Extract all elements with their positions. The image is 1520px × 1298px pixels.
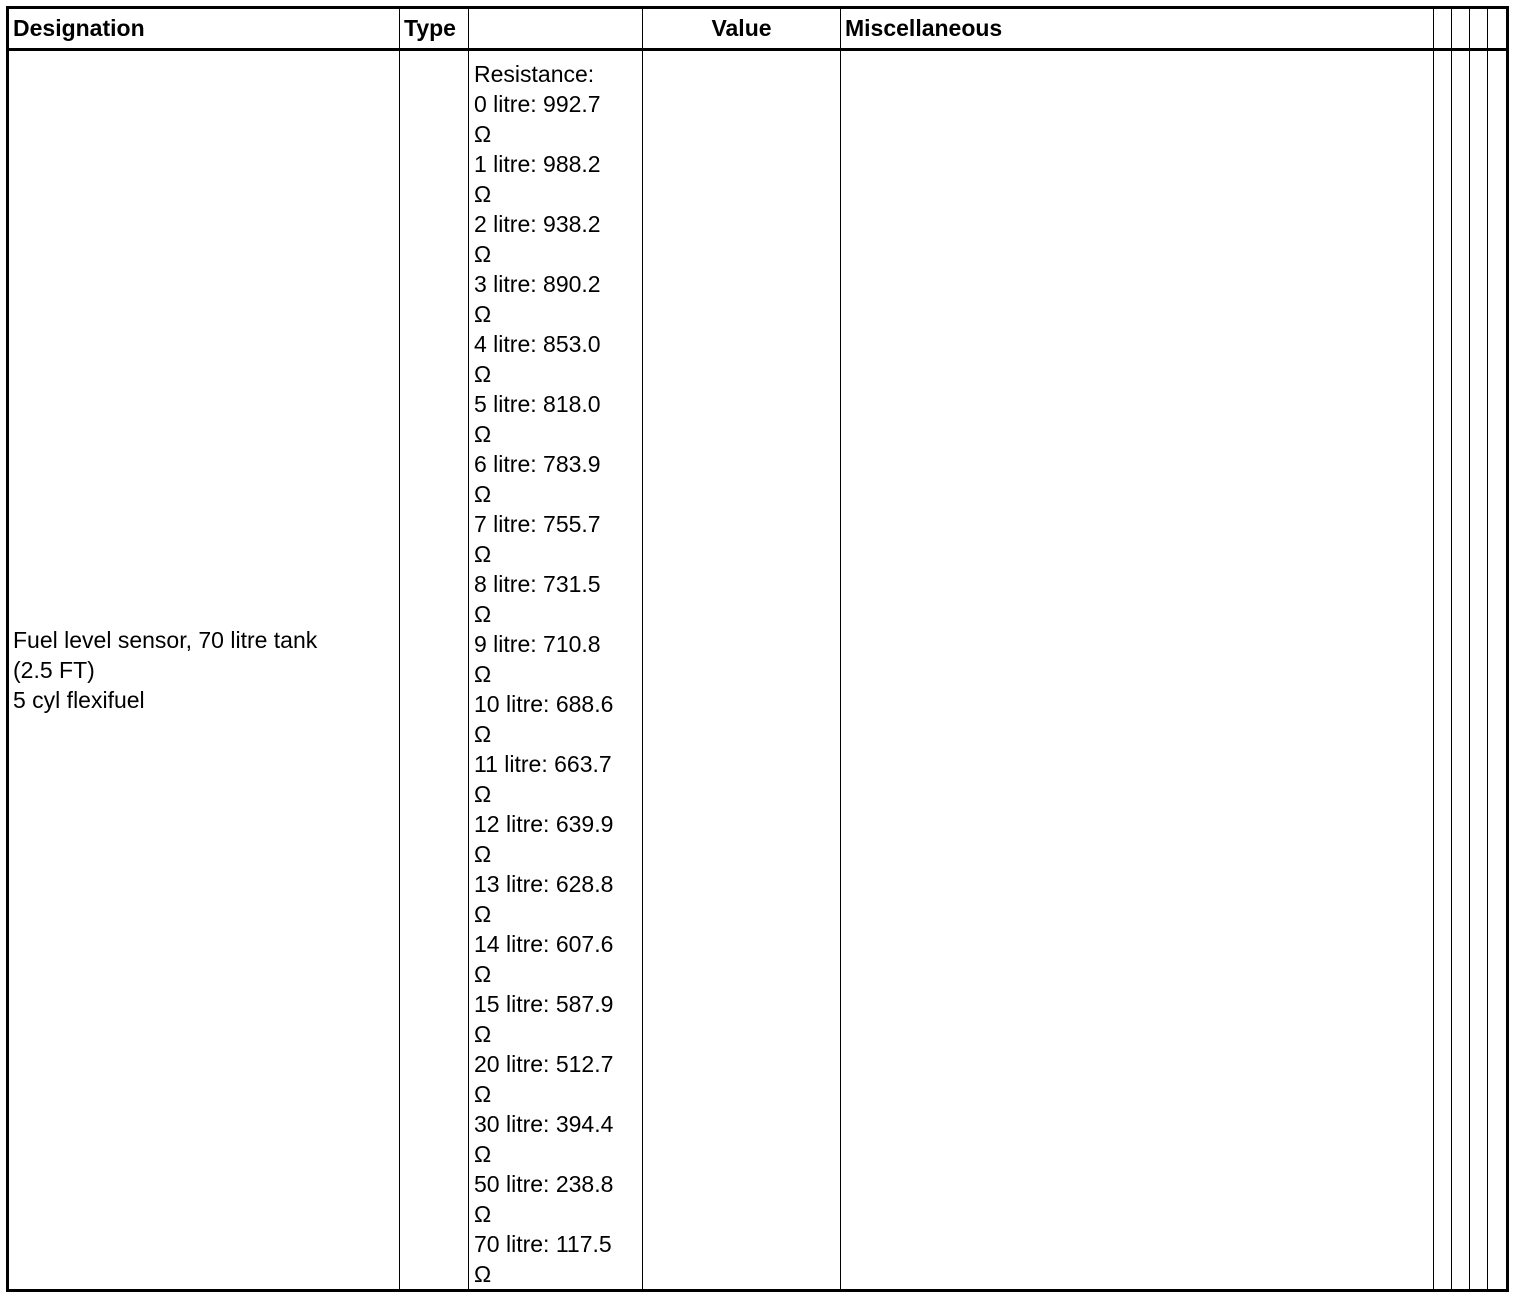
extra-cell-2: [1452, 50, 1470, 1291]
reading-label: 12 litre: 639.9: [474, 811, 614, 837]
reading-label: 4 litre: 853.0: [474, 331, 601, 357]
designation-line: Fuel level sensor, 70 litre tank: [13, 627, 318, 653]
reading-unit: Ω: [474, 841, 492, 867]
reading-label: 3 litre: 890.2: [474, 271, 601, 297]
resistance-reading: [474, 269, 642, 329]
reading-unit: Ω: [474, 541, 492, 567]
reading-unit: Ω: [474, 481, 492, 507]
table-row: [8, 50, 1508, 1291]
reading-label: 30 litre: 394.4: [474, 1111, 614, 1137]
resistance-heading: Resistance:: [474, 61, 595, 87]
reading-unit: Ω: [474, 661, 492, 687]
resistance-reading: [474, 509, 642, 569]
value-cell: [643, 50, 841, 1291]
designation-line: (2.5 FT): [13, 657, 95, 683]
reading-unit: Ω: [474, 241, 492, 267]
reading-label: 2 litre: 938.2: [474, 211, 601, 237]
reading-unit: Ω: [474, 1081, 492, 1107]
extra-cell-3: [1470, 50, 1488, 1291]
resistance-reading: [474, 869, 642, 929]
reading-unit: Ω: [474, 1021, 492, 1047]
resistance-reading: [474, 389, 642, 449]
header-row: [8, 8, 1508, 50]
resistance-reading: [474, 1049, 642, 1109]
reading-label: 0 litre: 992.7: [474, 91, 601, 117]
reading-label: 50 litre: 238.8: [474, 1171, 614, 1197]
extra-cell-4: [1488, 50, 1508, 1291]
blank-header: [469, 8, 643, 50]
resistance-reading: [474, 1229, 642, 1289]
reading-label: 8 litre: 731.5: [474, 571, 601, 597]
reading-unit: Ω: [474, 721, 492, 747]
designation-cell: [8, 50, 400, 1291]
reading-label: 1 litre: 988.2: [474, 151, 601, 177]
extra-cell-1: [1434, 50, 1452, 1291]
resistance-reading: [474, 989, 642, 1049]
resistance-reading: [474, 449, 642, 509]
reading-unit: Ω: [474, 1141, 492, 1167]
reading-label: 70 litre: 117.5: [474, 1231, 612, 1257]
reading-unit: Ω: [474, 301, 492, 327]
extra-header-1: [1434, 8, 1452, 50]
resistance-reading: [474, 629, 642, 689]
reading-unit: Ω: [474, 781, 492, 807]
reading-unit: Ω: [474, 1201, 492, 1227]
reading-label: 11 litre: 663.7: [474, 751, 612, 777]
resistance-reading: [474, 689, 642, 749]
reading-unit: Ω: [474, 421, 492, 447]
designation-line: 5 cyl flexifuel: [13, 687, 145, 713]
resistance-reading: [474, 809, 642, 869]
miscellaneous-cell: [841, 50, 1434, 1291]
reading-label: 7 litre: 755.7: [474, 511, 601, 537]
resistance-reading: [474, 209, 642, 269]
designation-header: Designation: [8, 8, 400, 50]
reading-unit: Ω: [474, 121, 492, 147]
resistance-reading: [474, 569, 642, 629]
extra-header-4: [1488, 8, 1508, 50]
resistance-cell: [469, 50, 643, 1291]
value-header: Value: [643, 8, 841, 50]
reading-label: 9 litre: 710.8: [474, 631, 601, 657]
spec-table: [6, 6, 1509, 1292]
reading-label: 5 litre: 818.0: [474, 391, 601, 417]
extra-header-2: [1452, 8, 1470, 50]
resistance-readings-list: [474, 89, 642, 1289]
resistance-reading: [474, 329, 642, 389]
reading-unit: Ω: [474, 1261, 492, 1287]
resistance-reading: [474, 149, 642, 209]
reading-unit: Ω: [474, 601, 492, 627]
resistance-reading: [474, 1169, 642, 1229]
reading-label: 15 litre: 587.9: [474, 991, 614, 1017]
type-header: Type: [400, 8, 469, 50]
resistance-reading: [474, 1109, 642, 1169]
resistance-reading: [474, 749, 642, 809]
resistance-reading: [474, 929, 642, 989]
resistance-reading: [474, 89, 642, 149]
reading-unit: Ω: [474, 961, 492, 987]
reading-label: 6 litre: 783.9: [474, 451, 601, 477]
miscellaneous-header: Miscellaneous: [841, 8, 1434, 50]
type-cell: [400, 50, 469, 1291]
reading-label: 20 litre: 512.7: [474, 1051, 614, 1077]
reading-unit: Ω: [474, 901, 492, 927]
reading-unit: Ω: [474, 361, 492, 387]
reading-label: 13 litre: 628.8: [474, 871, 614, 897]
reading-label: 10 litre: 688.6: [474, 691, 614, 717]
reading-label: 14 litre: 607.6: [474, 931, 614, 957]
reading-unit: Ω: [474, 181, 492, 207]
extra-header-3: [1470, 8, 1488, 50]
